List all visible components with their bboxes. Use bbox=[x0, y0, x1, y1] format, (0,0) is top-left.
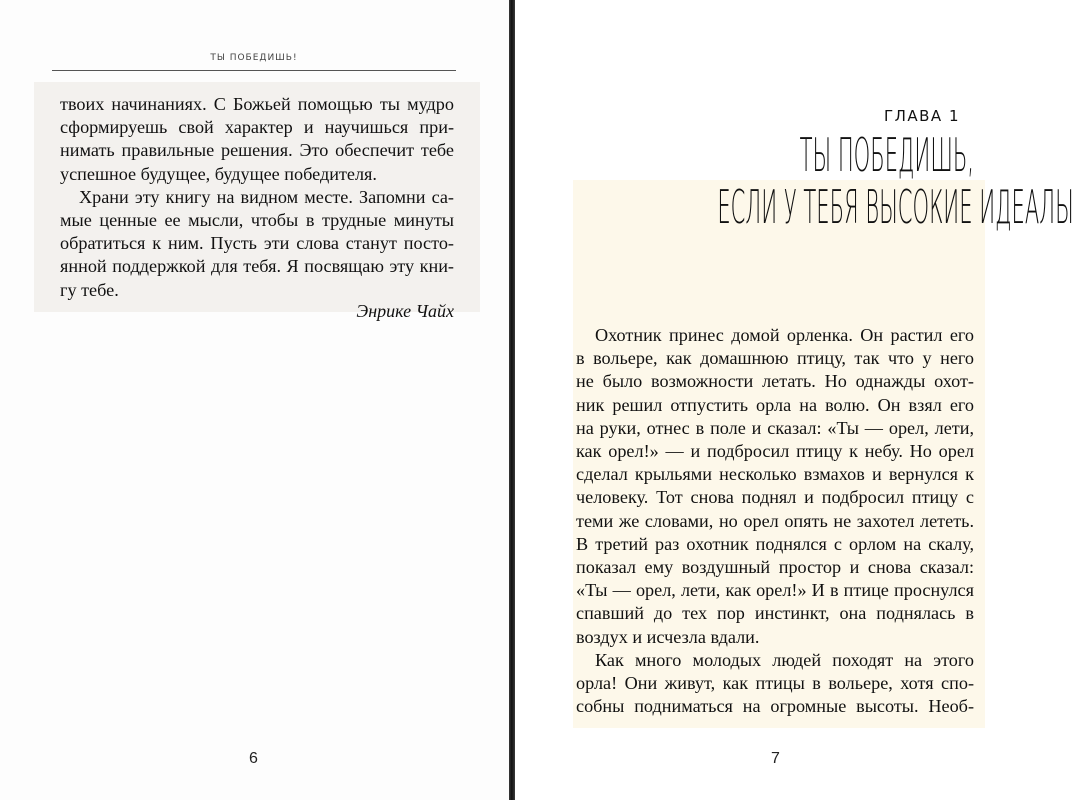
text-line: как орел!» — и подбросил птицу к небу. Но орел bbox=[576, 441, 974, 462]
text-line: нимать правильные решения. Это обеспечит тебе bbox=[60, 140, 454, 161]
chapter-label: ГЛАВА 1 bbox=[883, 107, 960, 125]
right-page-text bbox=[576, 324, 974, 718]
page-number-left: 6 bbox=[249, 750, 258, 767]
text-line: обратиться к ним. Пусть эти слова станут посто- bbox=[60, 233, 454, 254]
left-page-text bbox=[60, 93, 454, 302]
chapter-title-line-2: ЕСЛИ У ТЕБЯ ВЫСОКИЕ ИДЕАЛЫ bbox=[717, 181, 1074, 235]
text-line: собны подниматься на огромные высоты. Необ- bbox=[576, 696, 974, 717]
book-gutter bbox=[509, 0, 515, 800]
text-line: не было возможности летать. Но однажды охот- bbox=[576, 371, 974, 392]
text-line: янной поддержкой для тебя. Я посвящаю эту кни- bbox=[60, 256, 454, 277]
left-page bbox=[0, 0, 512, 800]
author-signature: Энрике Чайх bbox=[356, 301, 454, 321]
text-line: воздух и исчезла вдали. bbox=[576, 626, 760, 647]
text-line: человеку. Тот снова поднял и подбросил птицу с bbox=[576, 487, 974, 508]
text-line: В третий раз охотник поднялся с орлом на скалу, bbox=[576, 533, 974, 554]
text-line: гу тебе. bbox=[60, 279, 119, 300]
text-line: в вольере, как домашнюю птицу, так что у него bbox=[576, 348, 974, 369]
text-line: орла! Они живут, как птицы в вольере, хотя спо- bbox=[576, 673, 974, 694]
page-number-right: 7 bbox=[771, 750, 780, 767]
text-line: мые ценные ее мысли, чтобы в трудные минуты bbox=[60, 210, 454, 231]
text-line: теми же словами, но орел опять не захотел лететь. bbox=[576, 510, 974, 531]
header-rule bbox=[52, 70, 456, 71]
text-line: на руки, отнес в поле и сказал: «Ты — орел, лети, bbox=[576, 417, 974, 438]
text-line: «Ты — орел, лети, как орел!» И в птице проснулся bbox=[576, 580, 974, 601]
text-line: успешное будущее, будущее победителя. bbox=[60, 163, 377, 184]
text-line: сделал крыльями несколько взмахов и вернулся к bbox=[576, 464, 974, 485]
text-line: сформируешь свой характер и научишься при- bbox=[60, 117, 454, 138]
text-line: Как много молодых людей походят на этого bbox=[595, 649, 974, 670]
text-line: Охотник принес домой орленка. Он растил его bbox=[595, 325, 974, 345]
running-head: ТЫ ПОБЕДИШЬ! bbox=[210, 53, 298, 63]
text-line: Храни эту книгу на видном месте. Запомни са- bbox=[79, 186, 454, 207]
text-line: показал ему воздушный простор и снова сказал: bbox=[576, 557, 974, 578]
text-line: ник решил отпустить орла на волю. Он взял его bbox=[576, 394, 974, 415]
text-line: спавший до тех пор инстинкт, она поднялась в bbox=[576, 603, 974, 624]
chapter-title-line-1: ТЫ ПОБЕДИШЬ, bbox=[799, 129, 974, 183]
text-line: твоих начинаниях. С Божьей помощью ты мудро bbox=[60, 94, 454, 114]
